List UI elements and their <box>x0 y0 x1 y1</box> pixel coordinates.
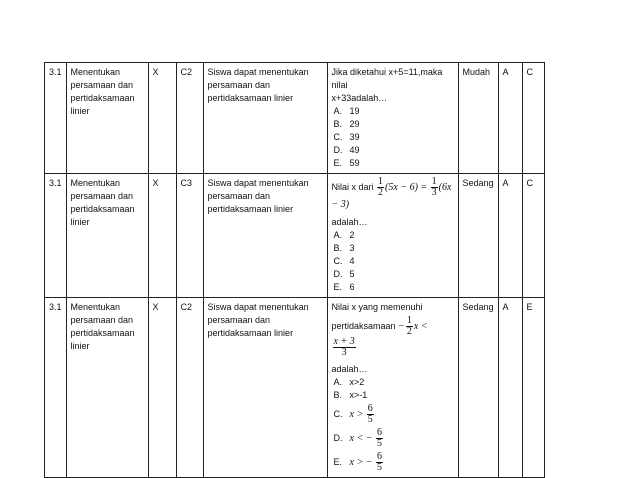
fraction-numerator: 6 <box>367 403 373 415</box>
option-lhs: x > − <box>349 456 373 468</box>
difficulty-cell: Sedang <box>458 298 498 478</box>
option-item <box>333 402 454 426</box>
answer-cell: C <box>522 63 544 174</box>
fraction <box>376 452 383 473</box>
class-cell: X <box>148 298 176 478</box>
category-cell: A <box>498 298 522 478</box>
option-value: x>-1 <box>349 390 368 400</box>
fraction <box>431 177 438 198</box>
kd-cell: 3.1 <box>45 63 67 174</box>
indikator-cell: Siswa dapat menentukan persamaan dan pertidaksamaan linier <box>203 63 327 174</box>
option-label: B. <box>333 243 343 253</box>
option-item <box>333 268 454 281</box>
question-table <box>44 62 545 478</box>
option-value: 19 <box>349 106 360 116</box>
kd-cell: 3.1 <box>45 298 67 478</box>
option-label: C. <box>333 132 343 142</box>
fraction-denominator: 5 <box>376 462 382 474</box>
option-list <box>332 229 454 294</box>
fraction <box>376 428 383 449</box>
option-item <box>333 105 454 118</box>
fraction-numerator: 6 <box>376 451 382 463</box>
option-item <box>333 281 454 294</box>
option-value: 39 <box>349 132 360 142</box>
option-item <box>333 144 454 157</box>
materi-cell: Menentukan persamaan dan pertidaksamaan linier <box>66 298 148 478</box>
option-label: B. <box>333 390 343 400</box>
equation-term: (6x − 3) <box>331 181 452 210</box>
question-text: x+33adalah… <box>331 93 388 103</box>
indikator-cell: Siswa dapat menentukan persamaan dan pertidaksamaan linier <box>203 298 327 478</box>
difficulty-cell: Mudah <box>458 63 498 174</box>
option-item <box>333 242 454 255</box>
option-label: E. <box>333 282 343 292</box>
level-cell: C3 <box>176 174 203 298</box>
fraction-denominator: 2 <box>378 187 384 198</box>
option-label: D. <box>333 433 343 443</box>
option-label: A. <box>333 230 343 240</box>
fraction-numerator: x + 3 <box>333 336 355 347</box>
question-inequality <box>332 316 454 358</box>
fraction-denominator: 3 <box>341 347 347 358</box>
fraction-numerator: 6 <box>376 427 382 439</box>
option-value: 49 <box>349 145 360 155</box>
table-row <box>45 174 545 298</box>
option-value: 4 <box>349 256 355 266</box>
category-cell: A <box>498 174 522 298</box>
question-text: Jika diketahui x+5=11,maka nilai <box>331 67 443 90</box>
option-item <box>333 229 454 242</box>
question-text: adalah… <box>331 217 368 227</box>
fraction-numerator: 1 <box>378 176 384 187</box>
option-list <box>332 376 454 474</box>
question-text: Nilai x yang memenuhi <box>331 302 423 312</box>
option-item <box>333 450 454 474</box>
answer-cell: C <box>522 174 544 298</box>
question-grid-document <box>44 62 545 478</box>
inequality-term: x < <box>413 320 428 332</box>
option-item <box>333 426 454 450</box>
option-value: 5 <box>349 269 355 279</box>
option-item <box>333 255 454 268</box>
difficulty-cell: Sedang <box>458 174 498 298</box>
option-value: 3 <box>349 243 355 253</box>
fraction-denominator: 5 <box>376 438 382 450</box>
option-list <box>332 105 454 170</box>
materi-cell: Menentukan persamaan dan pertidaksamaan linier <box>66 63 148 174</box>
indikator-cell: Siswa dapat menentukan persamaan dan pertidaksamaan linier <box>203 174 327 298</box>
question-text: pertidaksamaan <box>331 320 396 331</box>
category-cell: A <box>498 63 522 174</box>
option-value: 29 <box>349 119 360 129</box>
answer-cell: E <box>522 298 544 478</box>
option-item <box>333 118 454 131</box>
option-label: E. <box>333 457 343 467</box>
level-cell: C2 <box>176 298 203 478</box>
option-lhs: x < − <box>349 432 373 444</box>
option-lhs: x > <box>349 408 364 420</box>
option-value: 59 <box>349 158 360 168</box>
option-label: B. <box>333 119 343 129</box>
option-item <box>333 376 454 389</box>
option-label: E. <box>333 158 343 168</box>
option-item <box>333 157 454 170</box>
option-label: D. <box>333 269 343 279</box>
equation-term: (5x − 6) = <box>385 181 428 193</box>
option-value: 6 <box>349 282 355 292</box>
option-label: A. <box>333 106 343 116</box>
fraction <box>406 316 413 337</box>
materi-cell: Menentukan persamaan dan pertidaksamaan linier <box>66 174 148 298</box>
fraction-denominator: 2 <box>406 326 412 337</box>
option-item <box>333 131 454 144</box>
fraction <box>367 404 374 425</box>
question-text: Nilai x dari <box>331 181 374 192</box>
question-cell <box>327 63 458 174</box>
class-cell: X <box>148 63 176 174</box>
option-label: C. <box>333 409 343 419</box>
question-cell <box>327 174 458 298</box>
fraction <box>333 337 356 358</box>
question-equation <box>332 177 454 211</box>
fraction-numerator: 1 <box>406 315 412 326</box>
option-label: D. <box>333 145 343 155</box>
option-item <box>333 389 454 402</box>
minus-sign: − <box>398 320 405 332</box>
option-value: 2 <box>349 230 355 240</box>
fraction-denominator: 5 <box>367 414 373 426</box>
fraction-denominator: 3 <box>431 187 437 198</box>
option-value: x>2 <box>349 377 365 387</box>
class-cell: X <box>148 174 176 298</box>
option-label: C. <box>333 256 343 266</box>
fraction <box>377 177 384 198</box>
kd-cell: 3.1 <box>45 174 67 298</box>
fraction-numerator: 1 <box>431 176 437 187</box>
question-text: adalah… <box>331 364 368 374</box>
option-label: A. <box>333 377 343 387</box>
table-row <box>45 63 545 174</box>
level-cell: C2 <box>176 63 203 174</box>
